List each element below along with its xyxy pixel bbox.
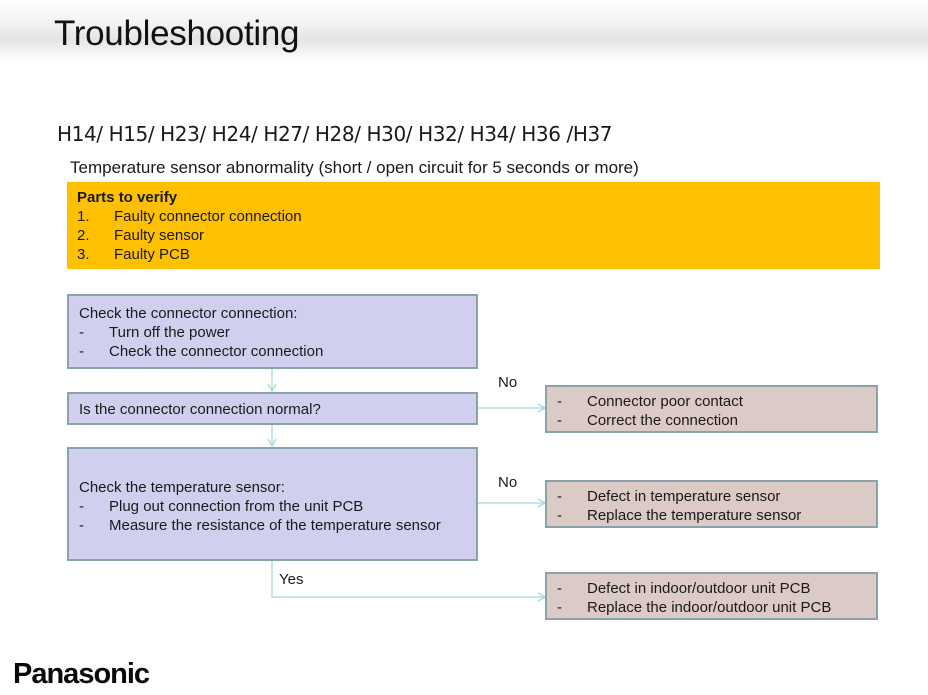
decision-connector-normal-box: [67, 392, 478, 425]
page-title: Troubleshooting: [54, 14, 300, 53]
step-bullet: [79, 516, 466, 535]
result-bullet: [557, 411, 866, 430]
decision-text: Is the connector connection normal?: [79, 401, 321, 418]
step-check-sensor-box: [67, 447, 478, 561]
step-heading: Check the connector connection:: [79, 305, 298, 322]
result-bullet: [557, 579, 866, 598]
bullet-text: Defect in indoor/outdoor unit PCB: [587, 580, 811, 597]
parts-item-number: 2.: [77, 227, 90, 244]
bullet-text: Connector poor contact: [587, 393, 743, 410]
step-check-connector-box: [67, 294, 478, 369]
step-heading: Check the temperature sensor:: [79, 479, 285, 496]
bullet-dash: -: [79, 498, 84, 515]
step-bullet: [79, 342, 466, 361]
parts-item-text: Faulty PCB: [114, 246, 190, 263]
result-bullet: [557, 392, 866, 411]
label-no-1: No: [498, 374, 518, 391]
error-codes: H14/ H15/ H23/ H24/ H27/ H28/ H30/ H32/ H34/ H36 /H37: [57, 122, 613, 146]
bullet-text: Correct the connection: [587, 412, 738, 429]
bullet-text: Replace the indoor/outdoor unit PCB: [587, 599, 832, 616]
parts-item-text: Faulty sensor: [114, 227, 205, 244]
bullet-text: Plug out connection from the unit PCB: [109, 498, 364, 515]
bullet-dash: -: [557, 393, 562, 410]
result-bullet: [557, 487, 866, 506]
bullet-dash: -: [557, 580, 562, 597]
step-bullet: [79, 323, 466, 342]
parts-item-number: 1.: [77, 208, 90, 225]
bullet-text: Measure the resistance of the temperature sensor: [109, 517, 441, 534]
bullet-dash: -: [79, 343, 84, 360]
bullet-dash: -: [557, 412, 562, 429]
bullet-text: Defect in temperature sensor: [587, 488, 781, 505]
label-no-2: No: [498, 474, 518, 491]
panasonic-logo: Panasonic: [13, 658, 150, 690]
step-bullet: [79, 497, 466, 516]
bullet-text: Turn off the power: [109, 324, 230, 341]
result-connector-poor-contact-box: [545, 385, 878, 433]
parts-to-verify-heading: Parts to verify: [77, 189, 178, 206]
arrow-yes-to-result3: [272, 561, 545, 597]
bullet-text: Replace the temperature sensor: [587, 507, 802, 524]
result-sensor-defect-box: [545, 480, 878, 528]
bullet-dash: -: [79, 517, 84, 534]
parts-item-text: Faulty connector connection: [114, 208, 302, 225]
bullet-dash: -: [557, 488, 562, 505]
result-bullet: [557, 506, 866, 525]
result-bullet: [557, 598, 866, 617]
bullet-dash: -: [557, 599, 562, 616]
parts-item-number: 3.: [77, 246, 90, 263]
bullet-text: Check the connector connection: [109, 343, 324, 360]
label-yes: Yes: [279, 571, 304, 588]
subtitle: Temperature sensor abnormality (short / open circuit for 5 seconds or more): [70, 158, 639, 177]
result-pcb-defect-box: [545, 572, 878, 620]
bullet-dash: -: [79, 324, 84, 341]
bullet-dash: -: [557, 507, 562, 524]
